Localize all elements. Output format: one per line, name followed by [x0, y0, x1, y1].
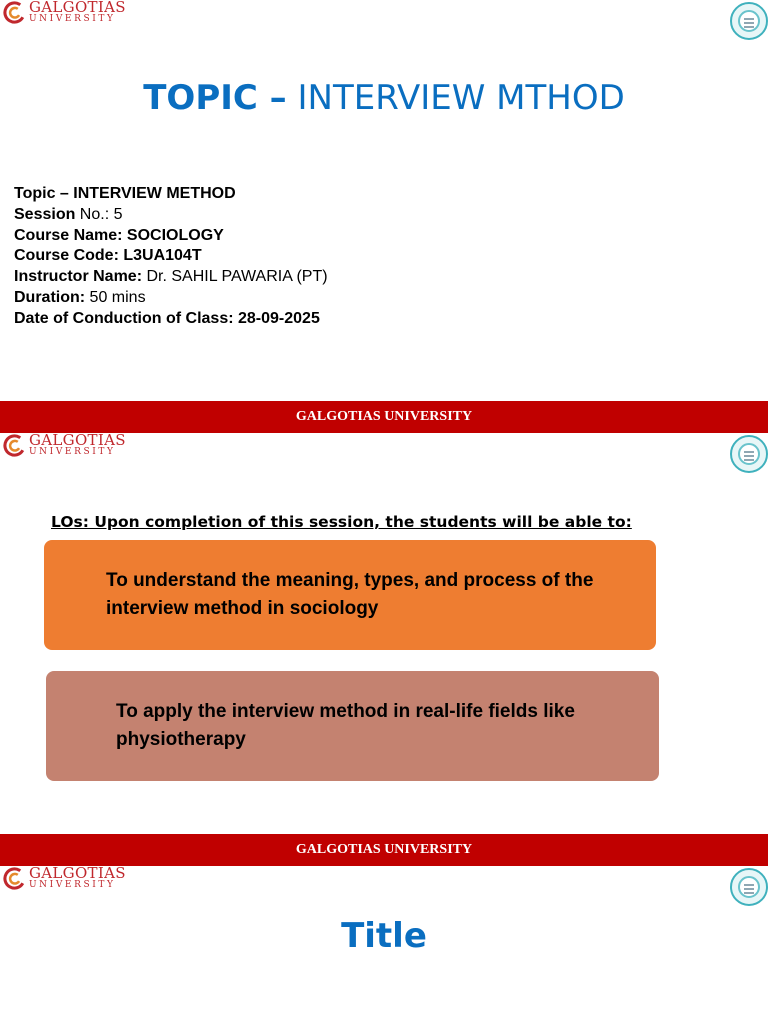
slide-2 — [0, 433, 768, 866]
logo-name: GALGOTIAS — [29, 433, 126, 449]
logo-subtitle: UNIVERSITY — [29, 446, 116, 457]
session-info — [14, 184, 328, 330]
learning-objective-2 — [46, 671, 659, 781]
info-topic: Topic – INTERVIEW METHOD — [14, 185, 236, 202]
accreditation-seal-icon — [730, 435, 768, 473]
slide-title: Title — [341, 916, 427, 956]
slide-3 — [0, 866, 768, 1024]
info-course-name: Course Name: SOCIOLOGY — [14, 226, 224, 244]
accreditation-seal-icon — [730, 868, 768, 906]
accreditation-seal-icon — [730, 2, 768, 40]
info-course-code: Course Code: L3UA104T — [14, 247, 202, 265]
info-instructor: Instructor Name: Dr. SAHIL PAWARIA (PT) — [14, 268, 328, 286]
info-date: Date of Conduction of Class: 28-09-2025 — [14, 309, 320, 327]
logo-name: GALGOTIAS — [29, 0, 126, 16]
los-heading: LOs: Upon completion of this session, the students will be able to: — [51, 513, 632, 531]
topic-title — [0, 78, 768, 118]
topic-title-bold: TOPIC – — [143, 78, 287, 118]
info-session: Session No.: 5 — [14, 205, 123, 223]
galgotias-logo-icon — [3, 1, 26, 24]
learning-objective-1-text: To understand the meaning, types, and process of the interview method in sociology — [106, 570, 594, 619]
learning-objective-1 — [44, 540, 656, 650]
university-logo — [3, 0, 126, 24]
info-duration: Duration: 50 mins — [14, 288, 146, 306]
logo-name: GALGOTIAS — [29, 866, 126, 882]
topic-title-rest: INTERVIEW MTHOD — [286, 78, 625, 118]
university-logo — [3, 433, 126, 457]
logo-subtitle: UNIVERSITY — [29, 879, 116, 890]
university-logo — [3, 866, 126, 890]
footer-bar: GALGOTIAS UNIVERSITY — [0, 834, 768, 866]
footer-bar: GALGOTIAS UNIVERSITY — [0, 401, 768, 433]
slide-1 — [0, 0, 768, 433]
logo-subtitle: UNIVERSITY — [29, 13, 116, 24]
galgotias-logo-icon — [3, 867, 26, 890]
galgotias-logo-icon — [3, 434, 26, 457]
learning-objective-2-text: To apply the interview method in real-life fields like physiotherapy — [116, 701, 575, 750]
